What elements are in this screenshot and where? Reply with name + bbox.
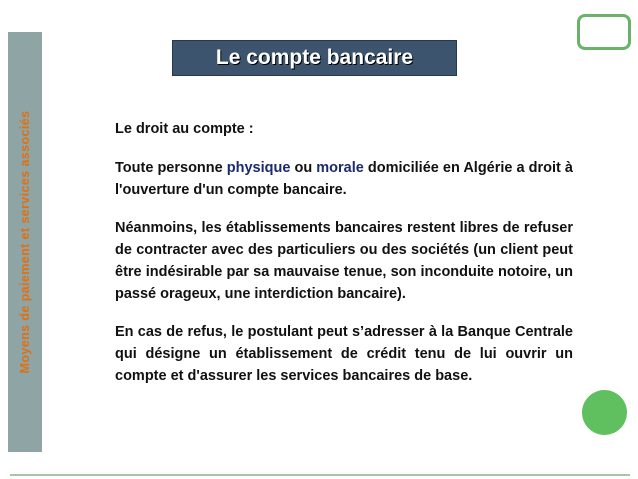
content-body [115,118,573,387]
section-heading: Le droit au compte : [115,121,254,137]
paragraph-text: ou [290,160,317,176]
vertical-section-title: Moyens de paiement et services associés [18,110,32,374]
title-bar [172,40,457,76]
paragraph-text: domiciliée en Algérie a droit à l'ouverture d'un compte bancaire. [115,160,573,198]
highlight-physique: physique [226,160,291,176]
paragraph-text: Toute personne [115,160,227,176]
paragraph-droit [115,157,573,201]
green-circle-decoration [582,390,627,435]
bottom-divider [10,474,630,476]
corner-frame-decoration [577,14,631,50]
paragraph-refus: En cas de refus, le postulant peut s’adresser à la Banque Centrale qui désigne un établissement de crédit tenu de lui ouvrir un compte et d'assurer les services bancaires de base. [115,324,573,384]
page-title: Le compte bancaire [215,46,414,69]
paragraph-neanmoins: Néanmoins, les établissements bancaires restent libres de refuser de contracter avec des particuliers ou des sociétés (un client peut être indésirable par sa mauvaise tenue, son inconduite notoire, un passé orageux, une interdiction bancaire). [115,220,573,302]
highlight-morale: morale [316,160,364,176]
